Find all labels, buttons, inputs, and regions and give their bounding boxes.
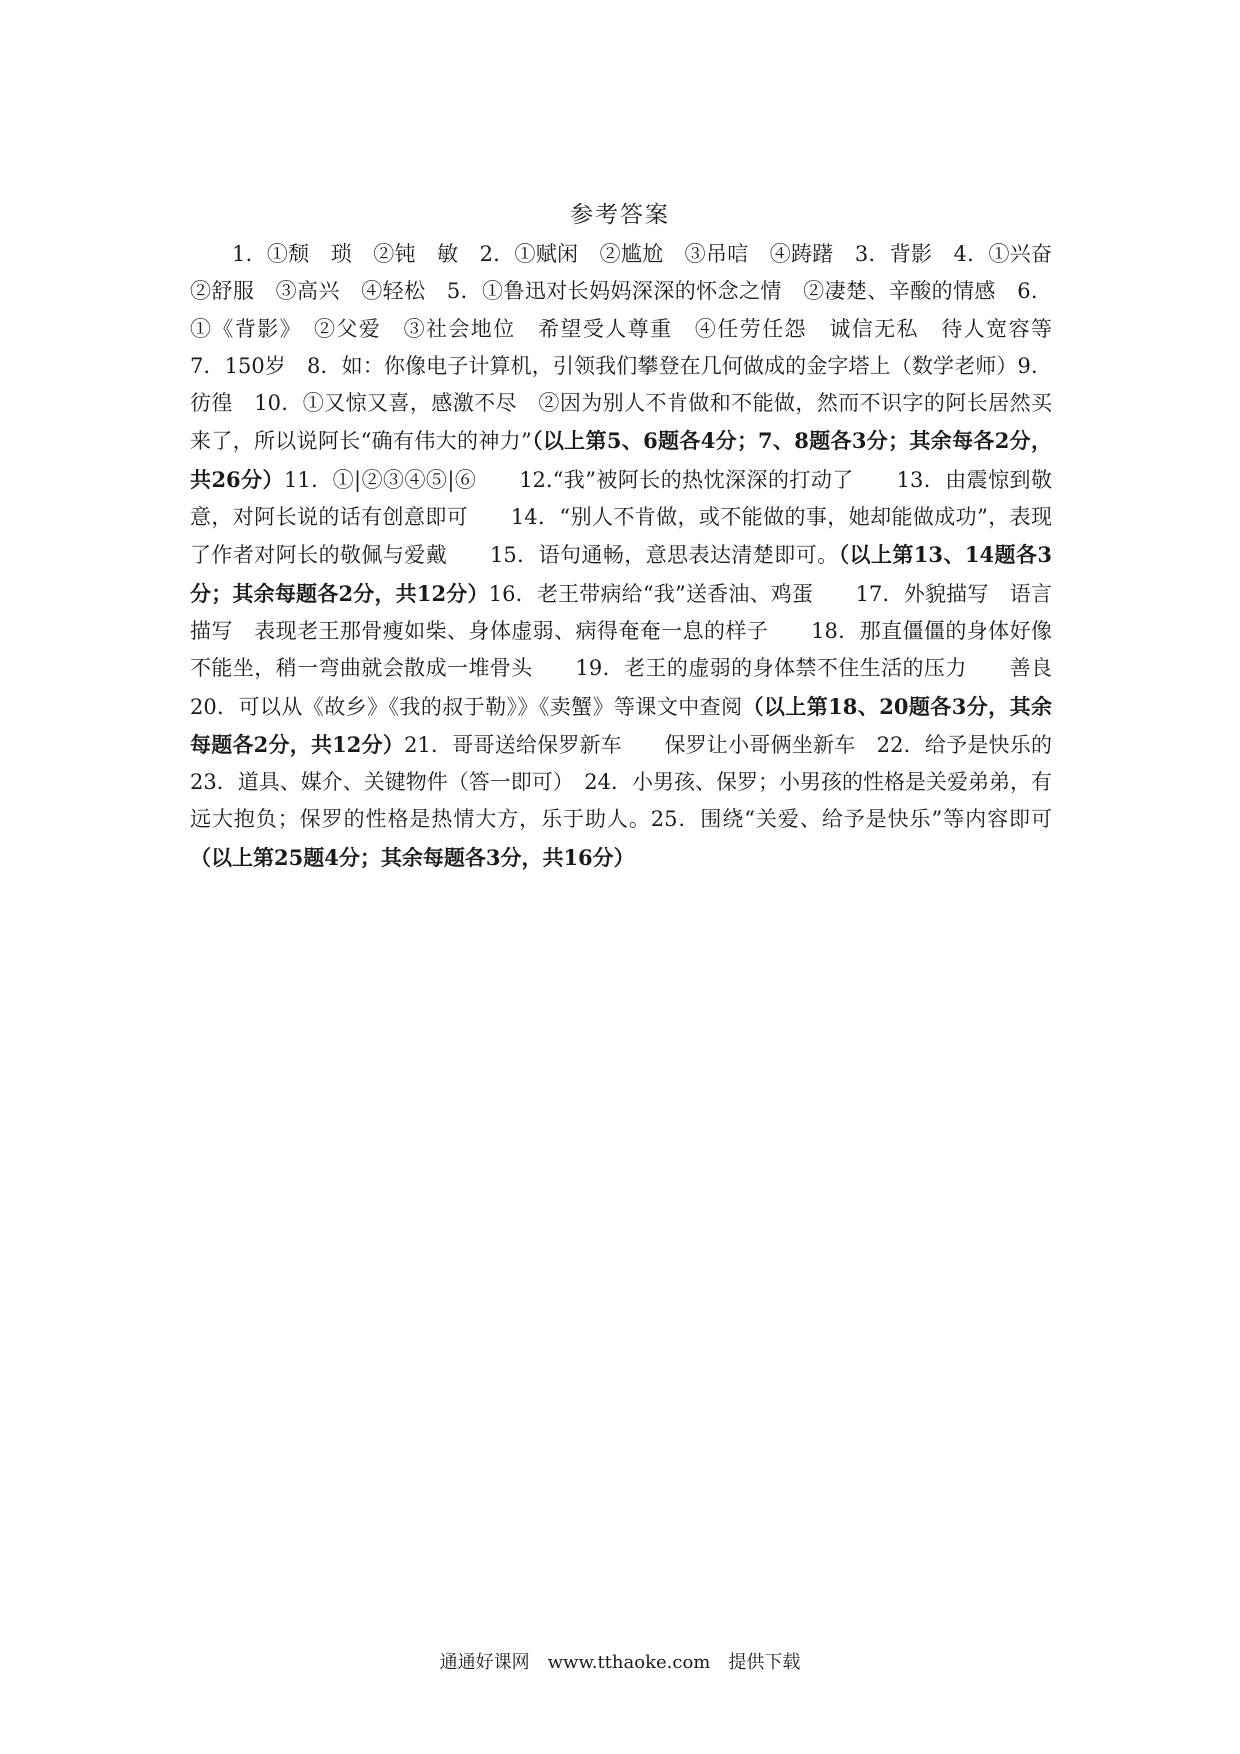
page-footer: 通通好课网 www.tthaoke.com 提供下载 [439,1652,801,1673]
score-note: （以上第5、6题各4分；7、8题各3分；其余每各2分，共26分） [190,428,1052,492]
score-note: （以上第18、20题各3分，其余每题各2分，共12分） [190,693,1052,757]
answer-segment: 1．①颓 琐 ②钝 敏 2．①赋闲 ②尴尬 ③吊唁 ④踌躇 3．背影 4．①兴奋 ②舒服 ③高兴 ④轻松 5．①鲁迅对长妈妈深深的怀念之情 ②凄楚、辛酸的情感 6．①《背影》 ②父爱 ③社会地位 希望受人尊重 ④任劳任怨 诚信无私 待人宽容等 7．150岁 8．如：你像电子计算机，引领我们攀登在几何做成的金字塔上（数学老师）9．彷徨 10．①又惊又喜，感激不尽 ②因为别人不肯做和不能做，然而不识字的阿长居然买来了，所以说阿长“确有伟大的神力” [190,242,1073,454]
answer-segment: 16．老王带病给“我”送香油、鸡蛋 17．外貌描写 语言描写 表现老王那骨瘦如柴、身体虚弱、病得奄奄一息的样子 18．那直僵僵的身体好像不能坐，稍一弯曲就会散成一堆骨头 19．老王的虚弱的身体禁不住生活的压力 善良 20．可以从《故乡》《我的叔于勒》》《卖蟹》等课文中查阅 [190,581,1094,719]
answer-body [190,236,1094,877]
score-note: （以上第25题4分；其余每题各3分，共16分） [190,844,635,870]
answer-segment: 21．哥哥送给保罗新车 保罗让小哥俩坐新车 22．给予是快乐的 23．道具、媒介、关键物件（答一即可） 24．小男孩、保罗；小男孩的性格是关爱弟弟，有远大抱负；保罗的性格是热情大方，乐于助人。25．围绕“关爱、给予是快乐”等内容即可 [190,732,1094,832]
answer-segment: 11．①|②③④⑤|⑥ 12.“我”被阿长的热忱深深的打动了 13．由震惊到敬意，对阿长说的话有创意即可 14．“别人不肯做，或不能做的事，她却能做成功”，表现了作者对阿长的敬佩与爱戴 15．语句通畅，意思表达清楚即可。 [190,467,1052,568]
score-note: （以上第13、14题各3分；其余每题各2分，共12分） [190,542,1052,606]
page-title: 参考答案 [570,202,670,228]
